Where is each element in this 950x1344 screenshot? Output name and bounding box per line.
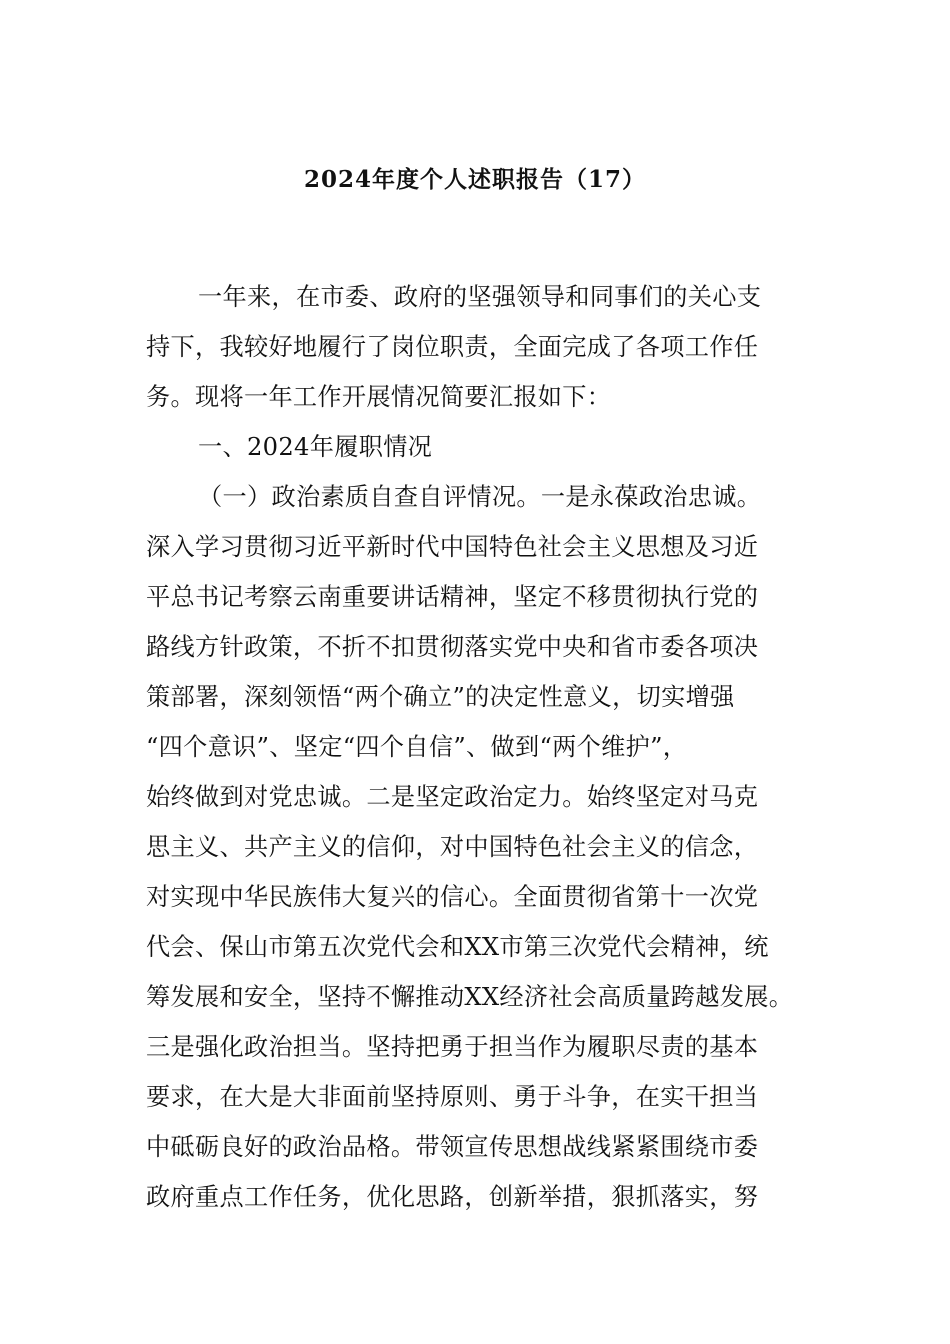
paragraph-line: 务。现将一年工作开展情况简要汇报如下： — [146, 383, 612, 411]
document-body — [146, 272, 816, 1222]
paragraph-line: 路线方针政策，不折不扣贯彻落实党中央和省市委各项决 — [146, 633, 759, 661]
paragraph-line: 对实现中华民族伟大复兴的信心。全面贯彻省第十一次党 — [146, 883, 759, 911]
paragraph-line: 三是强化政治担当。坚持把勇于担当作为履职尽责的基本 — [146, 1033, 759, 1061]
paragraph-line: 平总书记考察云南重要讲话精神，坚定不移贯彻执行党的 — [146, 583, 759, 611]
paragraph-line: 始终做到对党忠诚。二是坚定政治定力。始终坚定对马克 — [146, 783, 759, 811]
paragraph-line: 政府重点工作任务，优化思路，创新举措，狠抓落实，努 — [146, 1183, 759, 1211]
paragraph-line: 持下，我较好地履行了岗位职责，全面完成了各项工作任 — [146, 333, 759, 361]
paragraph-line: 中砥砺良好的政治品格。带领宣传思想战线紧紧围绕市委 — [146, 1133, 759, 1161]
paragraph-line: “四个意识”、坚定“四个自信”、做到“两个维护”， — [146, 733, 688, 761]
paragraph-line: 筹发展和安全，坚持不懈推动XX经济社会高质量跨越发展。 — [146, 983, 794, 1011]
paragraph-line: 深入学习贯彻习近平新时代中国特色社会主义思想及习近 — [146, 533, 759, 561]
paragraph-line: 要求，在大是大非面前坚持原则、勇于斗争，在实干担当 — [146, 1083, 759, 1111]
paragraph-line: 思主义、共产主义的信仰，对中国特色社会主义的信念， — [146, 833, 759, 861]
paragraph-line: 策部署，深刻领悟“两个确立”的决定性意义，切实增强 — [146, 683, 735, 711]
document-title: 2024年度个人述职报告（17） — [303, 166, 647, 193]
paragraph-line: 代会、保山市第五次党代会和XX市第三次党代会精神，统 — [146, 933, 769, 961]
paragraph-line: 一年来，在市委、政府的坚强领导和同事们的关心支 — [198, 283, 762, 311]
paragraph-line: （一）政治素质自查自评情况。一是永葆政治忠诚。 — [198, 483, 762, 511]
section-heading: 一、2024年履职情况 — [198, 433, 433, 461]
